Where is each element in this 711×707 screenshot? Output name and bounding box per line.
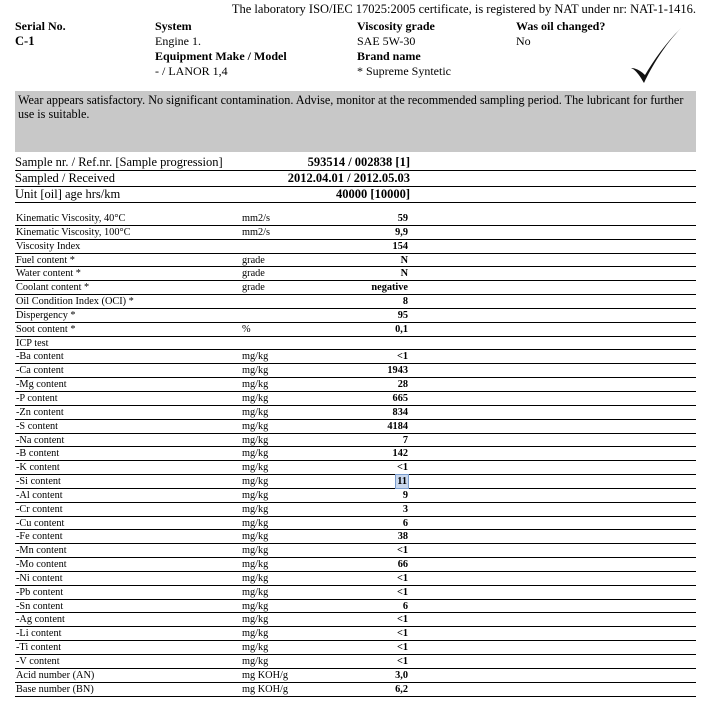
parameter-value: 4184 xyxy=(387,420,408,432)
parameter-name: -Mg content xyxy=(16,379,67,391)
parameter-name: -Li content xyxy=(16,628,62,640)
table-row xyxy=(15,517,696,531)
parameter-name: Kinematic Viscosity, 40°C xyxy=(16,213,126,224)
table-row xyxy=(15,558,696,572)
parameter-name: -Zn content xyxy=(16,406,64,418)
parameter-name: Oil Condition Index (OCI) * xyxy=(16,296,134,308)
oil-changed-label: Was oil changed? xyxy=(516,19,606,33)
table-row xyxy=(15,434,696,448)
parameter-name: Water content * xyxy=(16,268,81,280)
table-row xyxy=(15,295,696,309)
brand-label: Brand name xyxy=(357,49,421,63)
parameter-name: ICP test xyxy=(16,337,49,349)
sample-age-label: Unit [oil] age hrs/km xyxy=(15,187,121,201)
table-row xyxy=(15,683,696,697)
oil-changed-value: No xyxy=(516,34,531,48)
parameter-name: -Sn content xyxy=(16,600,64,612)
table-row xyxy=(15,586,696,600)
parameter-value: 28 xyxy=(397,379,408,391)
parameter-unit: mg/kg xyxy=(242,489,269,501)
parameter-value: <1 xyxy=(396,642,408,654)
sample-ref-row xyxy=(15,155,410,170)
serial-label: Serial No. xyxy=(15,19,66,33)
table-row xyxy=(15,350,696,364)
sample-ref-value: 593514 / 002838 [1] xyxy=(307,155,410,169)
parameter-unit: mg/kg xyxy=(242,476,269,488)
table-row xyxy=(15,572,696,586)
parameter-value: <1 xyxy=(396,545,408,557)
parameter-unit: mg KOH/g xyxy=(242,669,289,681)
parameter-value: 0,1 xyxy=(395,323,408,335)
parameter-name: Acid number (AN) xyxy=(16,669,95,681)
table-row xyxy=(15,254,696,268)
parameter-name: Kinematic Viscosity, 100°C xyxy=(16,226,131,238)
viscosity-value: SAE 5W-30 xyxy=(357,34,416,48)
table-row xyxy=(15,378,696,392)
parameter-value: <1 xyxy=(396,572,408,584)
parameter-name: -Pb content xyxy=(16,586,64,598)
parameter-value: 142 xyxy=(392,448,408,460)
table-row xyxy=(15,406,696,420)
sample-age-value: 40000 [10000] xyxy=(336,187,410,201)
parameter-unit: mg/kg xyxy=(242,614,269,626)
certificate-note: The laboratory ISO/IEC 17025:2005 certificate, is registered by NAT under nr: NAT-1-1416. xyxy=(231,2,696,16)
table-row xyxy=(15,627,696,641)
parameter-unit: grade xyxy=(242,254,265,266)
serial-value: C-1 xyxy=(15,34,35,48)
parameter-unit: mm2/s xyxy=(242,226,271,238)
parameter-name: -Ba content xyxy=(16,351,64,363)
table-row xyxy=(15,489,696,503)
parameter-unit: mg/kg xyxy=(242,628,269,640)
parameter-unit: grade xyxy=(242,282,265,294)
parameter-value: 1943 xyxy=(387,365,408,377)
parameter-unit: mg/kg xyxy=(242,392,269,404)
parameter-value: 59 xyxy=(397,213,408,224)
comment-box: Wear appears satisfactory. No significant contamination. Advise, monitor at the recommended sampling period. The lubricant for further use is suitable. xyxy=(15,91,696,152)
table-row xyxy=(15,309,696,323)
parameter-name: Dispergency * xyxy=(16,309,76,321)
table-row xyxy=(15,530,696,544)
table-row xyxy=(15,669,696,683)
table-row xyxy=(15,613,696,627)
parameter-name: -Fe content xyxy=(16,531,63,543)
parameter-name: Fuel content * xyxy=(16,254,75,266)
parameter-value: N xyxy=(400,268,408,280)
table-row xyxy=(15,475,696,489)
parameter-value: 6 xyxy=(402,600,408,612)
parameter-name: -P content xyxy=(16,392,58,404)
system-label: System xyxy=(155,19,192,33)
parameter-unit: mg/kg xyxy=(242,448,269,460)
parameter-unit: mg/kg xyxy=(242,351,269,363)
parameter-value: 9 xyxy=(402,489,408,501)
parameter-unit: mg/kg xyxy=(242,600,269,612)
parameter-unit: mg/kg xyxy=(242,434,269,446)
table-row xyxy=(15,641,696,655)
parameter-value: 7 xyxy=(402,434,408,446)
parameter-unit: mg/kg xyxy=(242,642,269,654)
table-row xyxy=(15,226,696,240)
sample-dates-row xyxy=(15,171,410,186)
table-row xyxy=(15,544,696,558)
equipment-label: Equipment Make / Model xyxy=(155,49,287,63)
parameter-unit: mg/kg xyxy=(242,420,269,432)
sample-ref-label: Sample nr. / Ref.nr. [Sample progression] xyxy=(15,155,223,169)
table-row xyxy=(15,323,696,337)
parameter-name: -Cu content xyxy=(16,517,65,529)
parameter-value: <1 xyxy=(396,586,408,598)
parameter-value: 6 xyxy=(402,517,408,529)
parameter-unit: mm2/s xyxy=(242,213,271,224)
parameter-unit: % xyxy=(242,323,251,335)
parameter-unit: mg/kg xyxy=(242,656,269,667)
table-row xyxy=(15,420,696,434)
parameter-name: -Al content xyxy=(16,489,63,501)
parameter-value: N xyxy=(400,254,408,266)
parameter-value: 3,0 xyxy=(395,669,408,681)
table-row xyxy=(15,240,696,254)
serial-block xyxy=(15,19,66,49)
parameter-unit: mg/kg xyxy=(242,503,269,515)
parameter-name: -K content xyxy=(16,462,60,474)
parameter-unit: mg/kg xyxy=(242,559,269,571)
results-table xyxy=(15,212,696,697)
parameter-value: <1 xyxy=(396,628,408,640)
equipment-value: - / LANOR 1,4 xyxy=(155,64,228,78)
parameter-value: 95 xyxy=(397,309,408,321)
parameter-unit: mg/kg xyxy=(242,406,269,418)
table-row xyxy=(15,267,696,281)
parameter-value: 9,9 xyxy=(395,226,408,238)
parameter-name: Base number (BN) xyxy=(16,683,94,695)
parameter-name: Soot content * xyxy=(16,323,76,335)
parameter-value: <1 xyxy=(396,462,408,474)
table-row xyxy=(15,461,696,475)
table-row xyxy=(15,600,696,614)
parameter-name: -B content xyxy=(16,448,60,460)
parameter-value: 66 xyxy=(397,559,408,571)
parameter-value: <1 xyxy=(396,656,408,667)
table-row xyxy=(15,281,696,295)
parameter-value: 834 xyxy=(392,406,408,418)
parameter-value: 6,2 xyxy=(395,683,408,695)
parameter-unit: mg/kg xyxy=(242,586,269,598)
parameter-name: -Mo content xyxy=(16,559,67,571)
parameter-value: <1 xyxy=(396,351,408,363)
parameter-value: 8 xyxy=(402,296,408,308)
sample-dates-value: 2012.04.01 / 2012.05.03 xyxy=(287,171,410,185)
parameter-unit: mg/kg xyxy=(242,531,269,543)
parameter-name: -Ag content xyxy=(16,614,65,626)
table-row xyxy=(15,212,696,226)
system-block xyxy=(155,19,287,79)
parameter-name: Coolant content * xyxy=(16,282,90,294)
parameter-unit: mg/kg xyxy=(242,545,269,557)
parameter-value: 665 xyxy=(392,392,408,404)
parameter-unit: mg/kg xyxy=(242,462,269,474)
parameter-name: -S content xyxy=(16,420,59,432)
parameter-name: -Cr content xyxy=(16,503,63,515)
sample-dates-label: Sampled / Received xyxy=(15,171,115,185)
parameter-name: -Si content xyxy=(16,476,61,488)
parameter-value: negative xyxy=(371,282,408,294)
sample-divider xyxy=(15,202,696,203)
parameter-unit: mg/kg xyxy=(242,365,269,377)
parameter-unit: mg/kg xyxy=(242,517,269,529)
sample-age-row xyxy=(15,187,410,202)
parameter-name: -Ni content xyxy=(16,572,63,584)
parameter-name: -Na content xyxy=(16,434,65,446)
checkmark-icon xyxy=(628,26,684,86)
table-row xyxy=(15,655,696,669)
brand-value: * Supreme Syntetic xyxy=(357,64,451,78)
parameter-value: 38 xyxy=(397,531,408,543)
table-row xyxy=(15,503,696,517)
parameter-name: -V content xyxy=(16,656,60,667)
parameter-name: -Ca content xyxy=(16,365,64,377)
parameter-unit: mg/kg xyxy=(242,572,269,584)
table-row xyxy=(15,364,696,378)
oil-changed-block xyxy=(516,19,605,49)
parameter-unit: grade xyxy=(242,268,265,280)
parameter-value: <1 xyxy=(396,614,408,626)
parameter-name: -Mn content xyxy=(16,545,67,557)
system-value: Engine 1. xyxy=(155,34,201,48)
table-row xyxy=(15,447,696,461)
parameter-unit: mg/kg xyxy=(242,379,269,391)
parameter-value: 3 xyxy=(402,503,408,515)
selected-value: 11 xyxy=(397,476,407,488)
parameter-name: -Ti content xyxy=(16,642,62,654)
viscosity-block xyxy=(357,19,451,79)
viscosity-label: Viscosity grade xyxy=(357,19,435,33)
table-row xyxy=(15,392,696,406)
parameter-unit: mg KOH/g xyxy=(242,683,289,695)
table-row xyxy=(15,337,696,351)
parameter-name: Viscosity Index xyxy=(16,240,81,252)
parameter-value: 154 xyxy=(392,240,408,252)
